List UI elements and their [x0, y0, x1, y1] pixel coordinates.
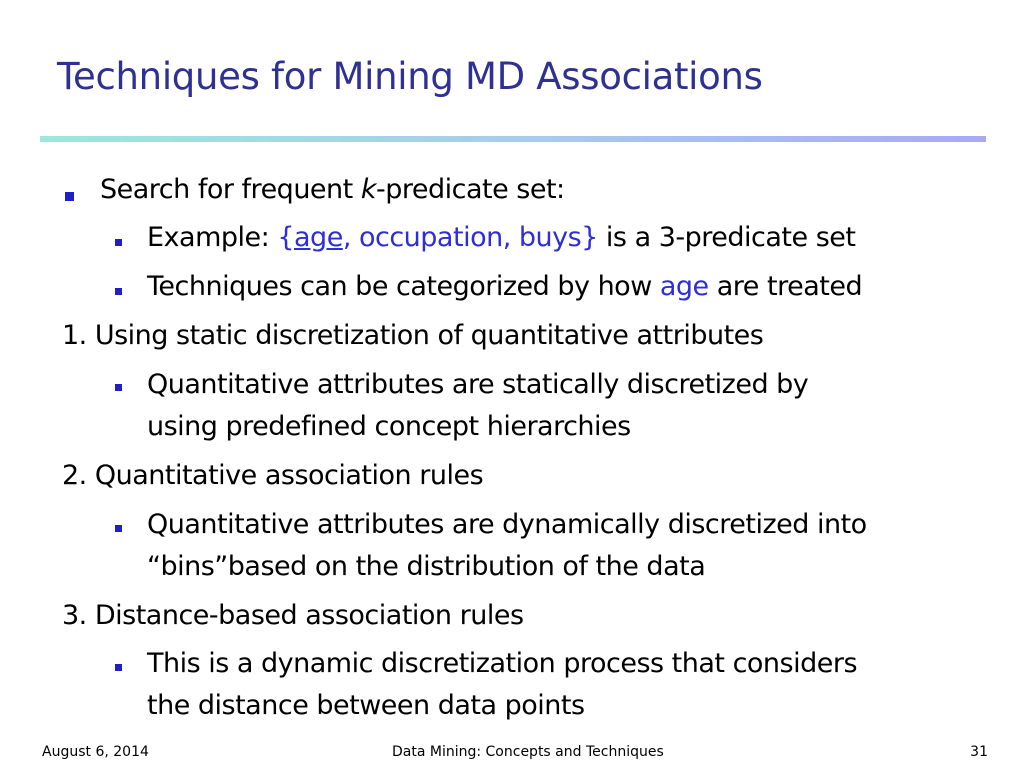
sub-bullet-techniques [147, 273, 862, 300]
footer-title: Data Mining: Concepts and Techniques [392, 744, 664, 760]
bullet-text: are treated [708, 271, 863, 302]
bullet-search-frequent [100, 176, 565, 203]
sub-bullet-marker [115, 239, 122, 246]
bullet-text: Search for frequent [100, 174, 361, 205]
numbered-item-3: 3. Distance-based association rules [62, 600, 524, 631]
title-divider [40, 136, 986, 142]
bullet-text: -predicate set: [375, 174, 565, 205]
sub-bullet-example [147, 224, 855, 251]
bullet-marker [65, 192, 74, 201]
italic-k: k [360, 174, 376, 205]
sub-bullet-static-line1: Quantitative attributes are statically discretized by [147, 369, 809, 400]
sub-bullet-marker [115, 525, 122, 532]
blue-text: { [277, 222, 295, 253]
numbered-item-2: 2. Quantitative association rules [62, 460, 484, 491]
footer-page-number: 31 [970, 744, 988, 760]
sub-bullet-marker [115, 664, 122, 671]
sub-bullet-distance-line2: the distance between data points [147, 690, 585, 721]
sub-bullet-distance-line1: This is a dynamic discretization process that considers [147, 648, 858, 679]
sub-bullet-static-line2: using predefined concept hierarchies [147, 411, 631, 442]
bullet-text: is a 3-predicate set [597, 222, 856, 253]
sub-bullet-marker [115, 384, 122, 391]
sub-bullet-dynamic-line2: “bins”based on the distribution of the data [147, 551, 706, 582]
blue-text: , occupation, buys} [342, 222, 598, 253]
age-link[interactable]: age [294, 222, 343, 253]
blue-text: age [659, 271, 709, 302]
numbered-item-1: 1. Using static discretization of quantitative attributes [62, 320, 764, 351]
sub-bullet-dynamic-line1: Quantitative attributes are dynamically discretized into [147, 509, 867, 540]
bullet-text: Example: [147, 222, 278, 253]
footer-date: August 6, 2014 [42, 744, 149, 760]
slide-title: Techniques for Mining MD Associations [57, 55, 763, 98]
bullet-text: Techniques can be categorized by how [147, 271, 660, 302]
sub-bullet-marker [115, 288, 122, 295]
